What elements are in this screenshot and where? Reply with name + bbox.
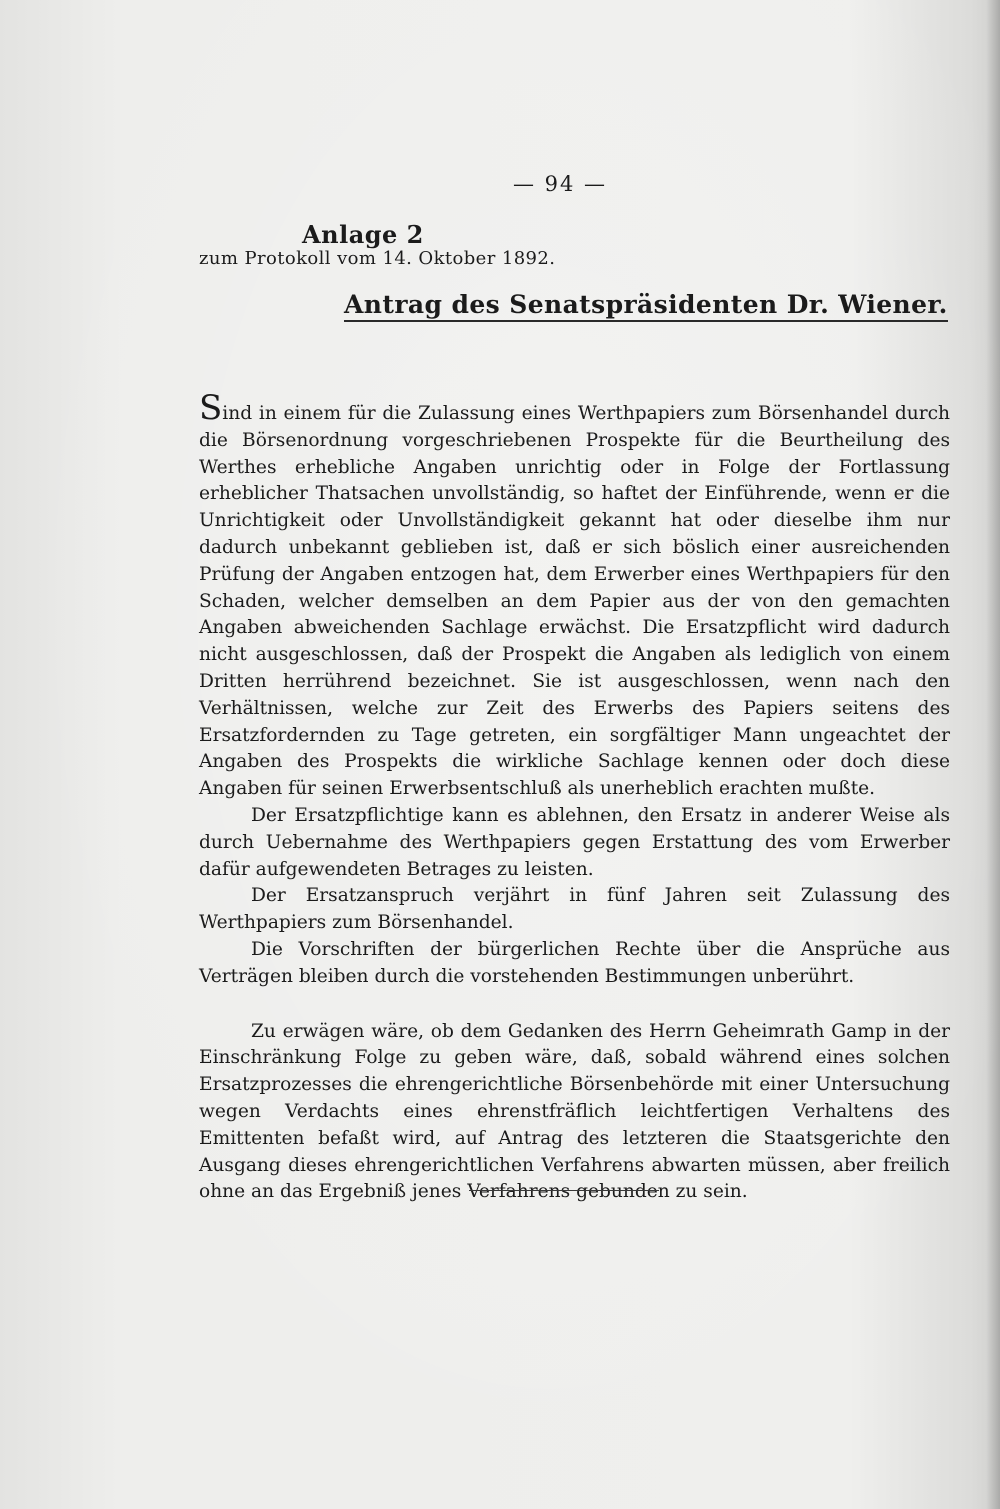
paragraph-2: Der Ersatzpflichtige kann es ablehnen, den Ersatz in anderer Weise als durch Uebernahme des Werthpapiers gegen Erstattung des vom Erwerber dafür aufgewendeten Betrages zu leisten. — [199, 804, 950, 880]
protocol-reference: zum Protokoll vom 14. Oktober 1892. — [199, 248, 556, 269]
paragraph-1-text: ind in einem für die Zulassung eines Werthpapiers zum Börsenhandel durch die Börsenordnung vorgeschriebenen Prospekte für die Beurtheilung des Werthes erhebliche Angaben unrichtig oder in Folge der Fortlassung erheblicher Thatsachen unvollständig, so haftet der Einführende, wenn er die Unrichtigkeit oder Unvollständigkeit gekannt hat oder dieselbe ihm nur dadurch unbekannt geblieben ist, daß er sich böslich einer ausreichenden Prüfung der Angaben entzogen hat, dem Erwerber eines Werthpapiers für den Schaden, welcher demselben an dem Papier aus der von den gemachten Angaben abweichenden Sachlage erwächst. Die Ersatzpflicht wird dadurch nicht ausgeschlossen, daß der Prospekt die Angaben als lediglich von einem Dritten herrührend bezeichnet. Sie ist ausgeschlossen, wenn nach den Verhältnissen, welche zur Zeit des Erwerbs des Papiers seitens des Ersatzfordernden zu Tage getreten, ein sorgfältiger Mann ungeachtet der Angaben des Prospekts die wirkliche Sachlage kennen oder doch diese Angaben für seinen Erwerbsentschluß als unerheblich erachten mußte. — [199, 403, 950, 800]
page-number: — 94 — — [512, 172, 608, 196]
paragraph-1 — [199, 388, 950, 803]
page-edge-shadow — [986, 0, 1000, 1509]
paragraph-3: Der Ersatzanspruch verjährt in fünf Jahren seit Zulassung des Werthpapiers zum Börsenhandel. — [199, 885, 950, 934]
paragraph-4: Die Vorschriften der bürgerlichen Rechte über die Ansprüche aus Verträgen bleiben durch die vorstehenden Bestimmungen unberührt. — [199, 938, 950, 987]
body-text — [199, 388, 950, 1206]
paragraph-spacer — [199, 991, 950, 1019]
motion-title: Antrag des Senatspräsidenten Dr. Wiener. — [344, 290, 948, 322]
initial-letter: S — [199, 388, 223, 428]
closing-rule — [469, 1190, 659, 1191]
annex-heading: Anlage 2 — [302, 220, 424, 249]
paragraph-5: Zu erwägen wäre, ob dem Gedanken des Herrn Geheimrath Gamp in der Einschränkung Folge zu geben wäre, daß, sobald während eines solchen Ersatzprozesses die ehrengerichtliche Börsenbehörde mit einer Untersuchung wegen Verdachts eines ehrenstfräflich leichtfertigen Verhaltens des Emittenten befaßt wird, auf Antrag des letzteren die Staatsgerichte den Ausgang dieses ehrengerichtlichen Verfahrens abwarten müssen, aber freilich ohne an das Ergebniß jenes Verfahrens gebunden zu sein. — [199, 1020, 950, 1203]
